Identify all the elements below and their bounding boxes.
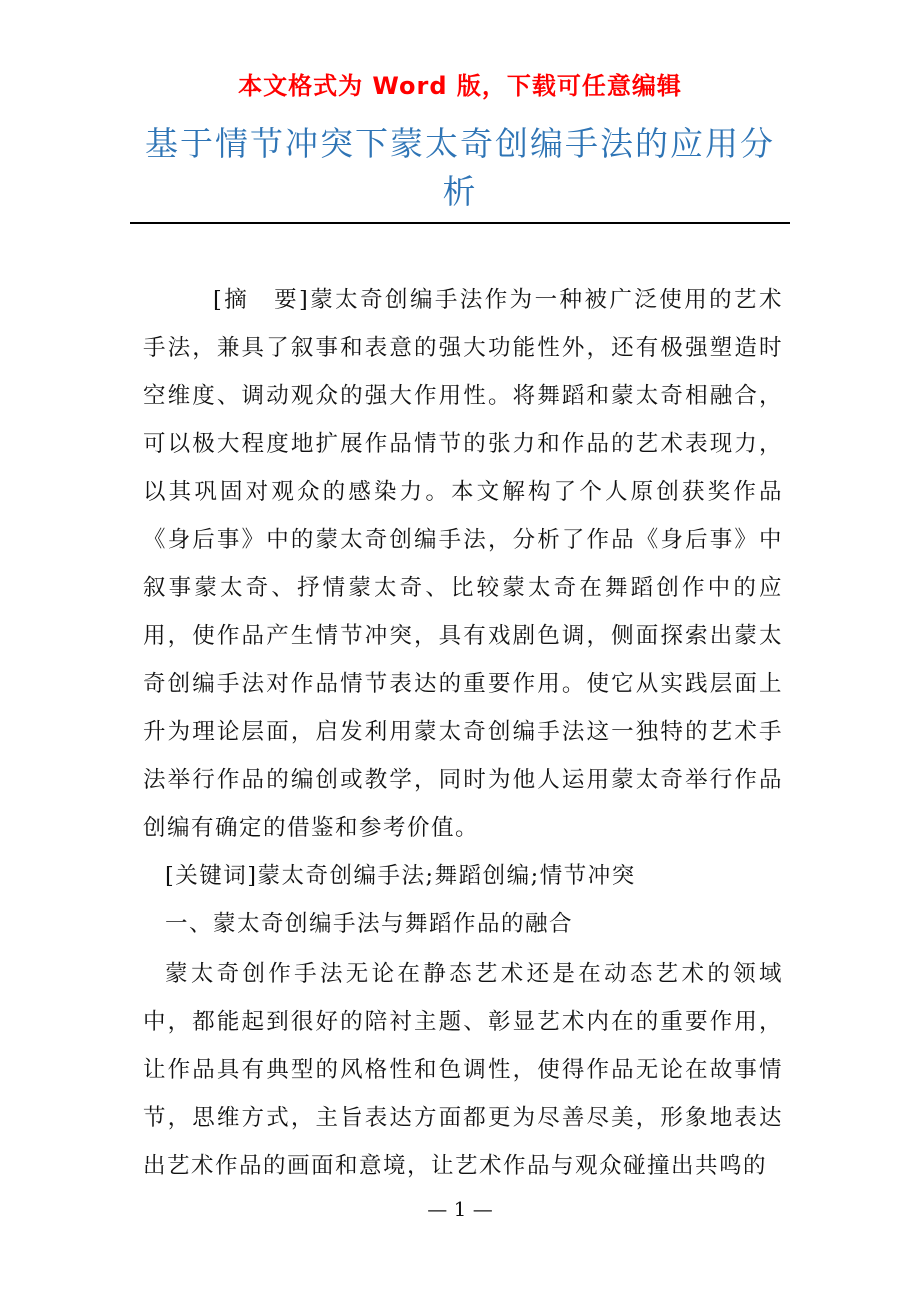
document-title: 基于情节冲突下蒙太奇创编手法的应用分析 bbox=[145, 124, 775, 211]
page-number: — 1 — bbox=[427, 1197, 493, 1221]
keywords-line: [关键词]蒙太奇创编手法;舞蹈创编;情节冲突 bbox=[165, 863, 636, 889]
format-notice: 本文格式为 Word 版，下载可任意编辑 bbox=[238, 72, 682, 100]
title-divider bbox=[130, 222, 790, 224]
abstract-paragraph: [摘 要]蒙太奇创编手法作为一种被广泛使用的艺术手法，兼具了叙事和表意的强大功能性外，还有极强塑造时空维度、调动观众的强大作用性。将舞蹈和蒙太奇相融合，可以极大程度地扩展作品情节的张力和作品的艺术表现力，以其巩固对观众的感染力。本文解构了个人原创获奖作品《身后事》中的蒙太奇创编手法，分析了作品《身后事》中叙事蒙太奇、抒情蒙太奇、比较蒙太奇在舞蹈创作中的应用，使作品产生情节冲突，具有戏剧色调，侧面探索出蒙太奇创编手法对作品情节表达的重要作用。使它从实践层面上升为理论层面，启发利用蒙太奇创编手法这一独特的艺术手法举行作品的编创或教学，同时为他人运用蒙太奇举行作品创编有确定的借鉴和参考价值。 bbox=[143, 287, 783, 841]
section-paragraph: 蒙太奇创作手法无论在静态艺术还是在动态艺术的领域中，都能起到很好的陪衬主题、彰显艺术内在的重要作用，让作品具有典型的风格性和色调性，使得作品无论在故事情节，思维方式，主旨表达方面都更为尽善尽美，形象地表达出艺术作品的画面和意境，让艺术作品与观众碰撞出共鸣的 bbox=[143, 961, 783, 1179]
section-heading: 一、蒙太奇创编手法与舞蹈作品的融合 bbox=[165, 911, 574, 937]
